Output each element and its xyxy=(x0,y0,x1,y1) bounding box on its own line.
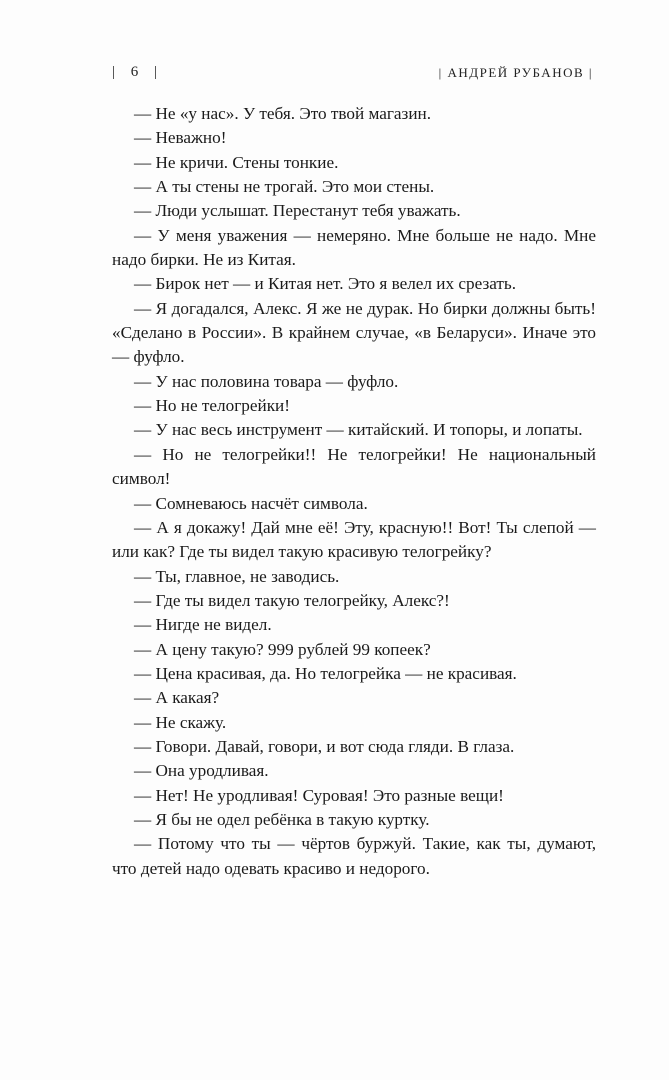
paragraph: — У нас весь инструмент — китайский. И топоры, и лопаты. xyxy=(134,420,583,440)
paragraph: — Потому что ты — чёртов буржуй. Такие, как ты, думают, что детей надо одевать красиво и недорого. xyxy=(112,834,596,878)
paragraph: — Я догадался, Алекс. Я же не дурак. Но бирки должны быть! «Сделано в России». В крайнем случае, «в Беларуси». Иначе это — фуфло. xyxy=(112,298,596,367)
paragraph: — У нас половина товара — фуфло. xyxy=(134,371,399,391)
paragraph: — А цену такую? 999 рублей 99 копеек? xyxy=(134,639,431,659)
paragraph: — Бирок нет — и Китая нет. Это я велел их срезать. xyxy=(134,274,517,294)
paragraph: — Не кричи. Стены тонкие. xyxy=(134,152,339,172)
paragraph: — Не скажу. xyxy=(134,712,227,732)
paragraph: — Неважно! xyxy=(134,128,227,148)
paragraph: — Нигде не видел. xyxy=(134,615,272,635)
paragraph: — Нет! Не уродливая! Суровая! Это разные вещи! xyxy=(134,785,504,805)
paragraph: — Я бы не одел ребёнка в такую куртку. xyxy=(134,809,430,829)
paragraph: — Сомневаюсь насчёт символа. xyxy=(134,493,368,513)
paragraph: — Говори. Давай, говори, и вот сюда гляди. В глаза. xyxy=(134,736,515,756)
paragraph: — А какая? xyxy=(134,688,220,708)
running-head-author: | АНДРЕЙ РУБАНОВ | xyxy=(438,65,593,80)
paragraph: — Но не телогрейки! xyxy=(134,396,290,416)
paragraph: — А я докажу! Дай мне её! Эту, красную!! Вот! Ты слепой — или как? Где ты видел такую красивую телогрейку? xyxy=(112,517,596,562)
paragraph: — Не «у нас». У тебя. Это твой магазин. xyxy=(134,104,432,123)
paragraph: — Она уродливая. xyxy=(134,761,269,781)
paragraph: — Но не телогрейки!! Не телогрейки! Не национальный символ! xyxy=(112,444,596,489)
paragraph: — Цена красивая, да. Но телогрейка — не красивая. xyxy=(134,663,517,683)
paragraph: — Ты, главное, не заводись. xyxy=(134,566,340,586)
paragraph: — Где ты видел такую телогрейку, Алекс?! xyxy=(134,590,450,610)
paragraph: — А ты стены не трогай. Это мои стены. xyxy=(134,177,435,197)
body-text xyxy=(112,102,596,881)
paragraph: — У меня уважения — немеряно. Мне больше не надо. Мне надо бирки. Не из Китая. xyxy=(112,225,596,270)
page-number: | 6 | xyxy=(112,64,164,80)
paragraph: — Люди услышат. Перестанут тебя уважать. xyxy=(134,201,461,221)
page-header xyxy=(112,64,593,86)
